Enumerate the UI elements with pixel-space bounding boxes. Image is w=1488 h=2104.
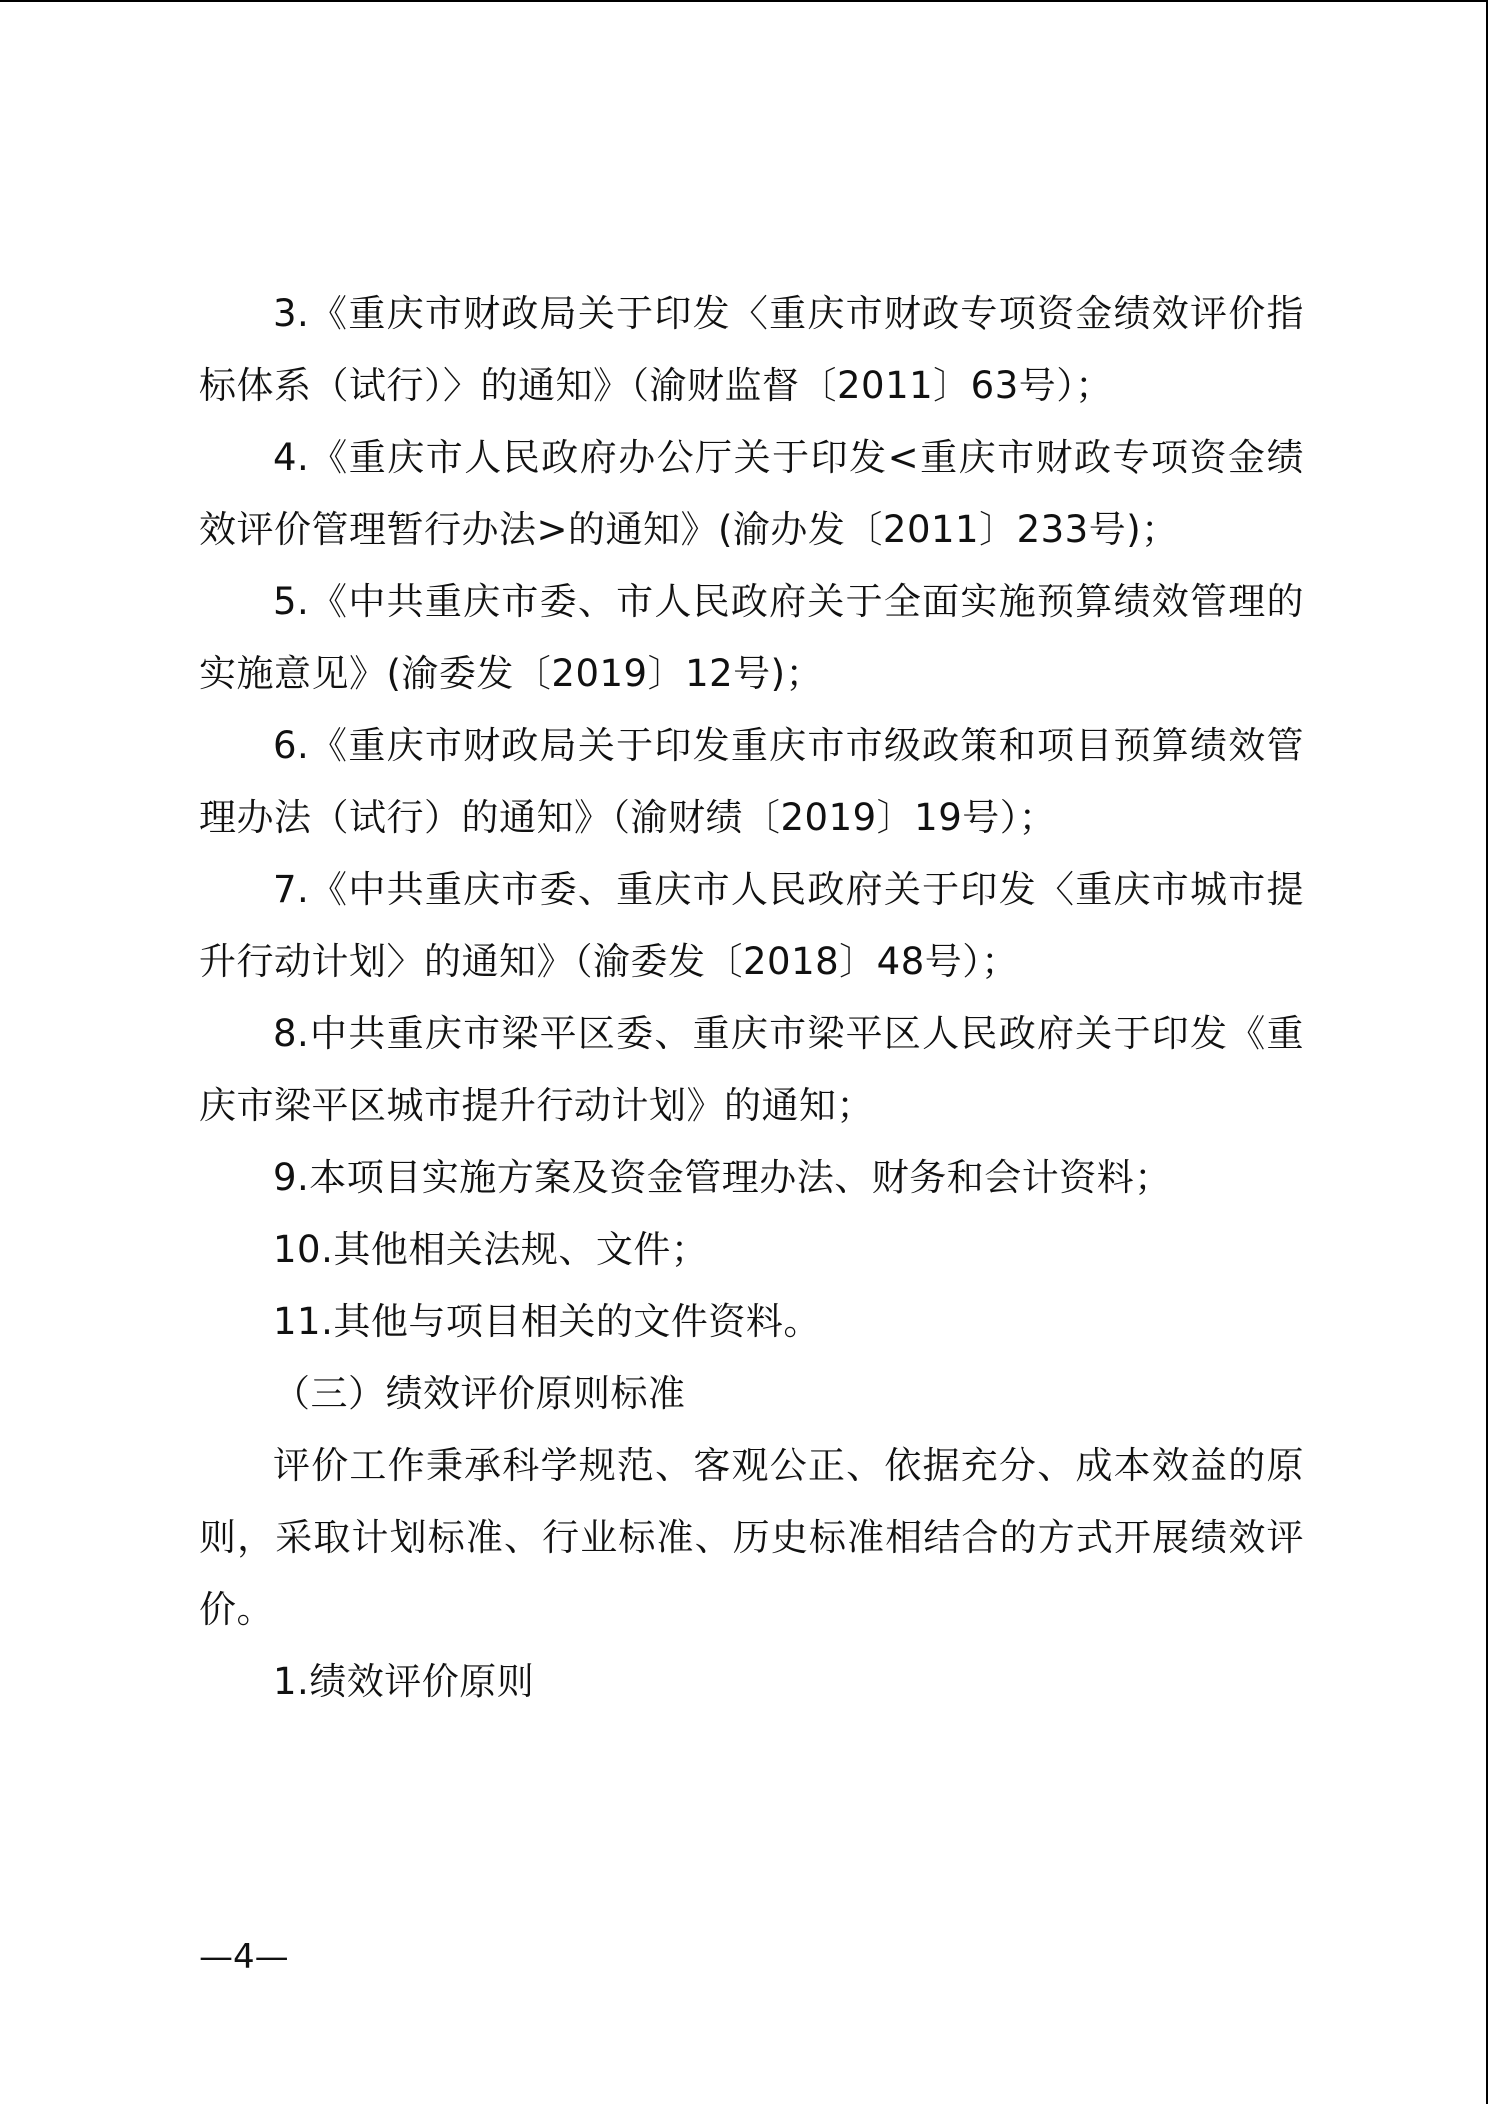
page-number: —4— — [199, 1937, 289, 1977]
section-heading: （三）绩效评价原则标准 — [273, 1372, 686, 1415]
reference-item-7: 7.《中共重庆市委、重庆市人民政府关于印发〈重庆市城市提升行动计划〉的通知》（渝委发〔2018〕48号）； — [199, 868, 1304, 983]
reference-item-9: 9.本项目实施方案及资金管理办法、财务和会计资料； — [273, 1156, 1172, 1199]
reference-item-8: 8.中共重庆市梁平区委、重庆市梁平区人民政府关于印发《重庆市梁平区城市提升行动计划》的通知； — [199, 1012, 1304, 1127]
reference-item-11: 11.其他与项目相关的文件资料。 — [273, 1300, 821, 1343]
page-top-border — [0, 0, 1488, 2]
reference-item-10: 10.其他相关法规、文件； — [273, 1228, 709, 1271]
reference-item-4: 4.《重庆市人民政府办公厅关于印发<重庆市财政专项资金绩效评价管理暂行办法>的通知》(渝办发〔2011〕233号)； — [199, 436, 1304, 551]
reference-item-5: 5.《中共重庆市委、市人民政府关于全面实施预算绩效管理的实施意见》(渝委发〔2019〕12号)； — [199, 580, 1304, 695]
document-body — [199, 278, 1304, 1718]
reference-item-6: 6.《重庆市财政局关于印发重庆市市级政策和项目预算绩效管理办法（试行）的通知》（渝财绩〔2019〕19号）； — [199, 724, 1304, 839]
subsection-heading: 1.绩效评价原则 — [273, 1660, 535, 1703]
principles-paragraph: 评价工作秉承科学规范、客观公正、依据充分、成本效益的原则，采取计划标准、行业标准、历史标准相结合的方式开展绩效评价。 — [199, 1444, 1304, 1631]
reference-item-3: 3.《重庆市财政局关于印发〈重庆市财政专项资金绩效评价指标体系（试行）〉的通知》（渝财监督〔2011〕63号）； — [199, 292, 1304, 407]
